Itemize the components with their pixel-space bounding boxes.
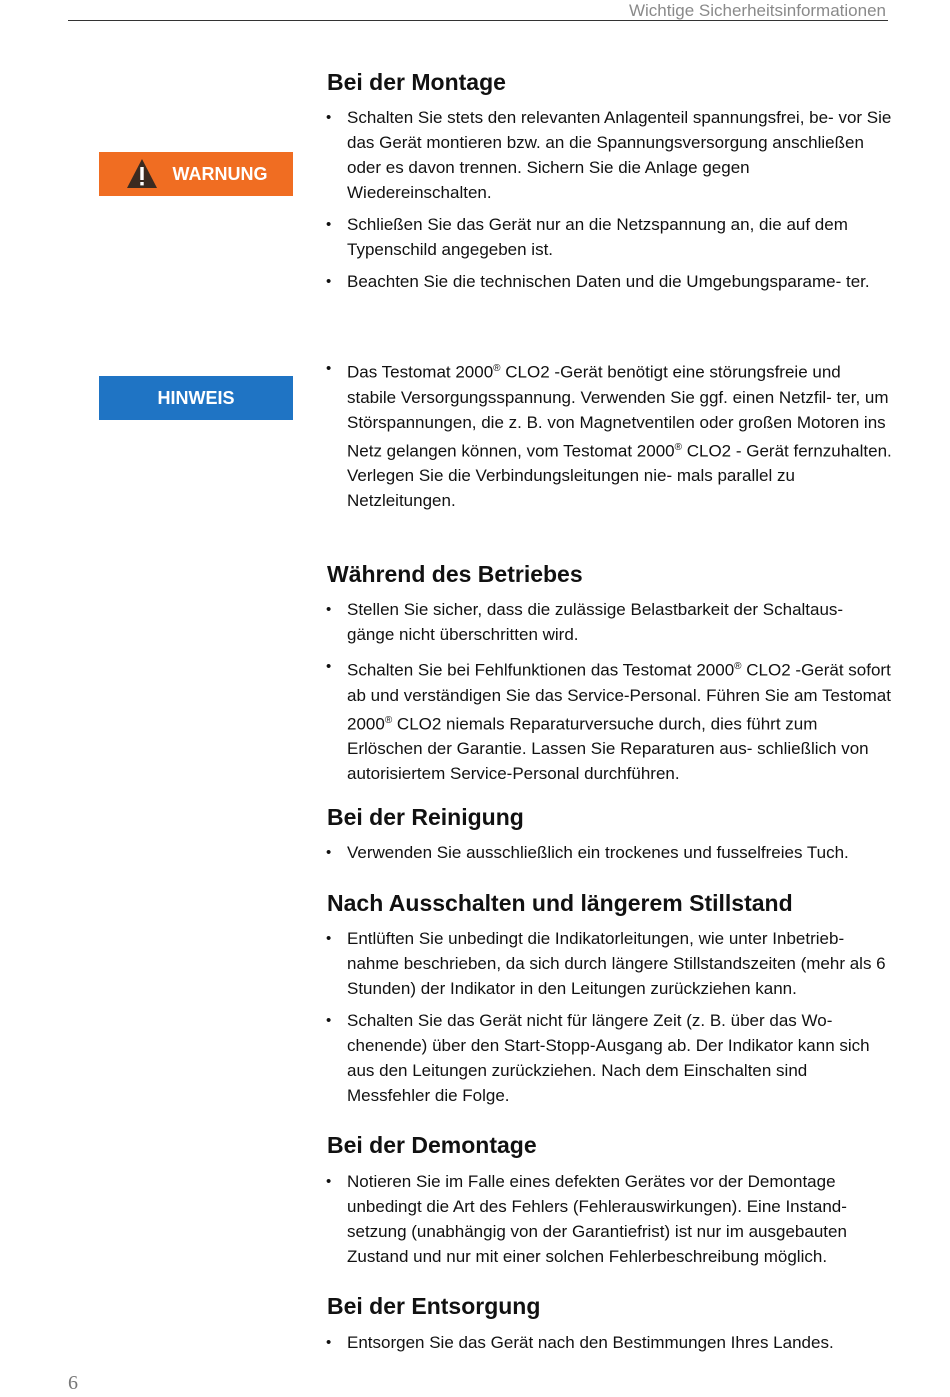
header-rule — [68, 20, 888, 21]
notice-badge — [99, 376, 293, 420]
list-item: • Schalten Sie das Gerät nicht für längere Zeit (z. B. über das Wo- chenende) über den Start-Stopp-Ausgang ab. Der Indikator kann sich aus den Leitungen zurückziehen. Nach dem Einschalten sind Messfehler die Folge. — [347, 1008, 892, 1108]
section-title-demontage: Bei der Demontage — [327, 1132, 537, 1158]
list-reinigung — [347, 840, 892, 865]
section-title-reinigung: Bei der Reinigung — [327, 804, 524, 830]
section-title-entsorgung: Bei der Entsorgung — [327, 1293, 541, 1319]
registered-mark: ® — [674, 441, 682, 453]
running-header: Wichtige Sicherheitsinformationen — [628, 1, 886, 20]
list-item: • Entsorgen Sie das Gerät nach den Bestimmungen Ihres Landes. — [347, 1330, 892, 1355]
list-item: • Das Testomat 2000® CLO2 -Gerät benötigt eine störungsfreie und stabile Versorgungsspannung. Verwenden Sie ggf. einen Netzfil- ter, um Störspannungen, die z. B. von Magnetventilen oder großen Motoren ins Netz gelangen können, vom Testomat 2000® CLO2 - Gerät fernzuhalten. Verlegen Sie die Verbindungsleitungen nie- mals parallel zu Netzleitungen. — [347, 356, 892, 513]
list-item: • Schalten Sie stets den relevanten Anlagenteil spannungsfrei, be- vor Sie das Gerät montieren bzw. an die Spannungsversorgung anschließen oder es davon trennen. Sichern Sie die Anlage gegen Wiedereinschalten. — [347, 105, 892, 205]
warning-badge-label: WARNUNG — [172, 163, 268, 184]
list-item: • Verwenden Sie ausschließlich ein trockenes und fusselfreies Tuch. — [347, 840, 892, 865]
registered-mark: ® — [734, 661, 742, 672]
list-entsorgung — [347, 1330, 892, 1355]
section-title-montage: Bei der Montage — [327, 69, 506, 95]
section-title-stillstand: Nach Ausschalten und längerem Stillstand — [327, 890, 793, 916]
list-item: • Stellen Sie sicher, dass die zulässige Belastbarkeit der Schaltaus- gänge nicht überschritten wird. — [347, 597, 892, 647]
list-betrieb — [347, 597, 892, 786]
list-item: • Beachten Sie die technischen Daten und die Umgebungsparame- ter. — [347, 269, 892, 294]
list-item: • Schließen Sie das Gerät nur an die Netzspannung an, die auf dem Typenschild angegeben ist. — [347, 212, 892, 262]
list-demontage — [347, 1169, 892, 1269]
warning-triangle-icon — [125, 157, 159, 191]
list-stillstand — [347, 926, 892, 1108]
list-item: • Entlüften Sie unbedingt die Indikatorleitungen, wie unter Inbetrieb- nahme beschrieben, da sich durch längere Stillstandszeiten (mehr als 6 Stunden) der Indikator in den Leitungen zurückziehen kann. — [347, 926, 892, 1001]
registered-mark: ® — [384, 714, 393, 726]
section-title-betrieb: Während des Betriebes — [327, 561, 583, 587]
registered-mark: ® — [493, 363, 501, 374]
page-number: 6 — [68, 1372, 78, 1394]
list-hinweis — [347, 356, 892, 513]
warning-badge — [99, 152, 293, 196]
list-montage — [347, 105, 892, 294]
list-item: • Schalten Sie bei Fehlfunktionen das Testomat 2000® CLO2 -Gerät sofort ab und verständigen Sie das Service-Personal. Führen Sie am Testomat 2000® CLO2 niemals Reparaturversuche durch, dies führt zum Erlöschen der Garantie. Lassen Sie Reparaturen aus- schließlich von autorisiertem Service-Personal durchführen. — [347, 654, 892, 786]
list-item: • Notieren Sie im Falle eines defekten Gerätes vor der Demontage unbedingt die Art des Fehlers (Fehlerauswirkungen). Eine Instand- setzung (unabhängig von der Garantiefrist) ist nur im ausgebauten Zustand und nur mit einer solchen Fehlerbeschreibung möglich. — [347, 1169, 892, 1269]
notice-badge-label: HINWEIS — [157, 387, 235, 408]
